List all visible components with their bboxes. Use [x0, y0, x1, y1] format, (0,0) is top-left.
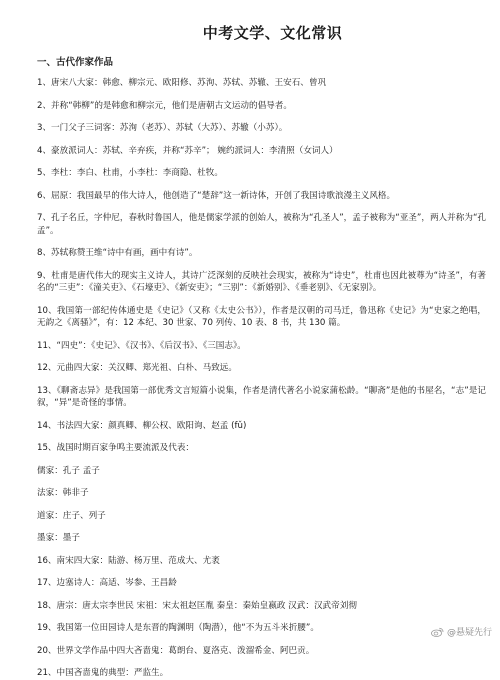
list-item: 16、南宋四大家：陆游、杨万里、范成大、尤袤	[37, 555, 220, 566]
list-item: 儒家：孔子 孟子	[37, 465, 100, 476]
section-heading: 一、古代作家作品	[37, 57, 114, 68]
list-item: 1、唐宋八大家：韩愈、柳宗元、欧阳修、苏洵、苏轼、苏辙、王安石、曾巩	[37, 78, 327, 88]
list-item: 9、杜甫是唐代伟大的现实主义诗人，其诗广泛深刻的反映社会现实，被称为“诗史”，杜甫也因此被尊为“诗圣”，有著名的“三吏”：《潼关吏》、《石壕吏》、《新安吏》；“三别”：《新婚别》、《垂老别》、《无家别》。	[37, 270, 486, 293]
list-item: 5、李杜：李白、杜甫，小李杜：李商隐、杜牧。	[37, 168, 223, 178]
list-item: 2、并称“韩柳”的是韩愈和柳宗元，他们是唐朝古文运动的倡导者。	[37, 100, 292, 111]
list-item: 21、中国吝啬鬼的典型：严监生。	[37, 668, 169, 678]
list-item: 12、元曲四大家：关汉卿、郑光祖、白朴、马致远。	[37, 363, 237, 373]
list-item: 7、孔子名丘，字仲尼，春秋时鲁国人，他是儒家学派的创始人，被称为“孔圣人”，孟子被称为“亚圣”，两人并称为“孔孟”。	[37, 213, 486, 236]
list-item: 19、我国第一位田园诗人是东晋的陶渊明（陶潜），他“不为五斗米折腰”。	[37, 623, 319, 633]
list-item: 4、豪放派词人：苏轼、辛弃疾，并称“苏辛”； 婉约派词人：李清照（女词人）	[37, 145, 338, 156]
watermark	[431, 625, 492, 638]
list-item: 墨家：墨子	[37, 533, 80, 543]
list-item: 道家：庄子、列子	[37, 510, 106, 521]
list-item: 11、“四史”：《史记》、《汉书》、《后汉书》、《三国志》。	[37, 340, 246, 351]
list-item: 3、一门父子三词客：苏洵（老苏）、苏轼（大苏）、苏辙（小苏）。	[37, 123, 288, 133]
list-item: 17、边塞诗人：高适、岑参、王昌龄	[37, 578, 177, 588]
list-item: 18、唐宗：唐太宗李世民 宋祖：宋太祖赵匡胤 秦皇：秦始皇嬴政 汉武：汉武帝刘彻	[37, 600, 357, 611]
list-item: 14、书法四大家：颜真卿、柳公权、欧阳询、赵孟 (fǔ)	[37, 420, 247, 431]
list-item: 6、屈原：我国最早的伟大诗人，他创造了“楚辞”这一新诗体，开创了我国诗歌浪漫主义风格。	[37, 190, 396, 201]
list-item: 10、我国第一部纪传体通史是《史记》（又称《太史公书》），作者是汉朝的司马迁，鲁迅称《史记》为“史家之绝唱，无韵之《离骚》”，有：12 本纪、30 世家、70 列传、10 表、8 书，共 130 篇。	[37, 305, 486, 328]
list-item: 法家：韩非子	[37, 488, 89, 498]
weibo-logo-icon	[431, 627, 444, 637]
watermark-text: @悬疑先行	[446, 628, 492, 638]
list-item: 15、战国时期百家争鸣主要流派及代表：	[37, 443, 195, 453]
item-list	[37, 77, 486, 680]
document-title: 中考文学、文化常识	[202, 24, 343, 42]
list-item: 8、苏轼称赞王维“诗中有画，画中有诗”。	[37, 248, 198, 258]
list-item: 20、世界文学作品中四大吝啬鬼：葛朗台、夏洛克、泼溜希金、阿巴贡。	[37, 645, 315, 656]
list-item: 13、《聊斋志异》是我国第一部优秀文言短篇小说集，作者是清代著名小说家蒲松龄。“聊斋”是他的书屋名，“志”是记叙，“异”是奇怪的事情。	[37, 385, 486, 408]
